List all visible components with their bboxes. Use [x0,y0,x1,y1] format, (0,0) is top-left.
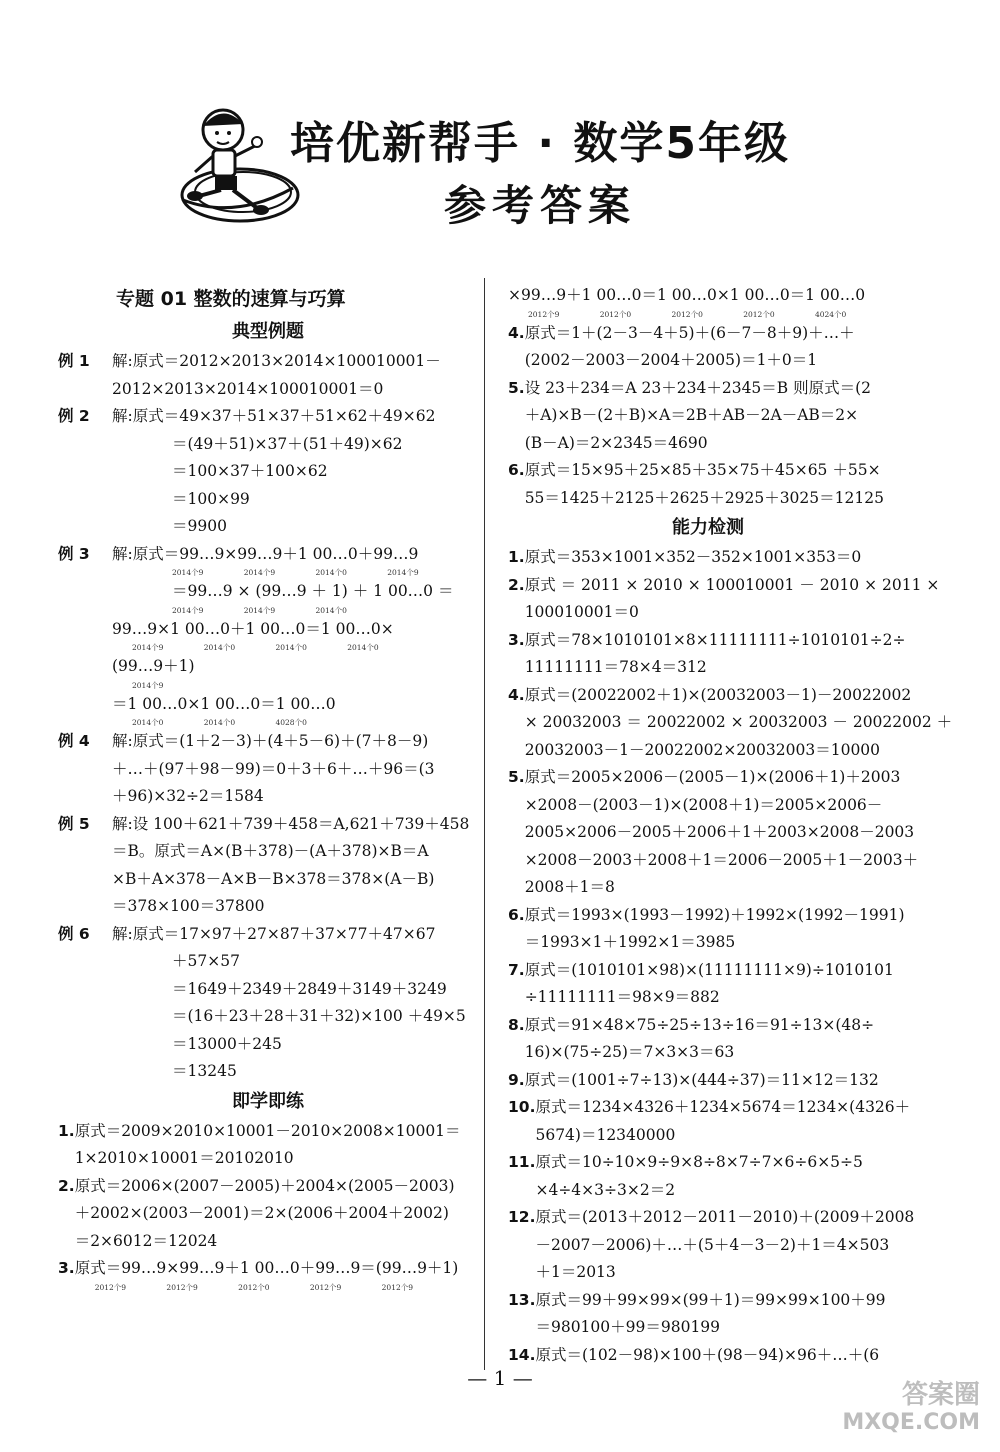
text-line: 原式＝1993×(1993－1992)＋1992×(1992－1991) [524,905,905,924]
item-number: 1. [58,1121,75,1140]
text-line: ＝99…9 × (99…9 ＋ 1) ＋ 1 00…0 ＝ [172,582,454,600]
text-line: 20032003－1－20022002×20032003＝10000 [524,740,881,759]
text-line: ×99…9＋1 00…0＝1 00…0×1 00…0＝1 00…0 [508,286,866,304]
text-line: ＝(49＋51)×37＋(51＋49)×62 [172,434,403,453]
practice-item [508,375,908,458]
item-number: 4. [508,685,525,704]
item-number: 5. [508,378,525,397]
item-number: 2. [508,575,525,594]
digit-count-note: 2012个9 2012个0 2012个0 2012个0 4024个0 [528,309,847,319]
text-line: 1×2010×10001＝20102010 [74,1149,294,1167]
page-number: — 1 — [467,1366,533,1390]
item-number: 14. [508,1345,536,1364]
item-number: 5. [508,768,525,786]
digit-count-note: 2012个9 2012个9 2012个0 2012个9 2012个9 [94,1282,414,1292]
ability-item [508,957,908,1012]
text-line: ＝100×37＋100×62 [172,462,328,480]
text-line: × 20032003 ＝ 20022002 × 20032003 － 20022002 ＋ [524,713,953,731]
text-line: 原式＝2006×(2007－2005)＋2004×(2005－2003) [74,1176,455,1195]
text-line: ＝13000＋245 [172,1034,282,1053]
text-line: ＋1＝2013 [535,1263,616,1281]
text-line: 解:原式＝(1＋2－3)＋(4＋5－6)＋(7＋8－9) [112,732,429,750]
text-line: 2012×2013×2014×100010001＝0 [112,379,384,398]
text-line: ＝378×100＝37800 [112,897,265,915]
ability-item [508,627,908,682]
example-item [58,348,478,403]
example-item [58,541,478,729]
digit-count-note: 2014个9 2014个0 2014个0 2014个0 [132,643,379,652]
text-line: 原式＝91×48×75÷25÷13÷16＝91÷13×(48÷ [524,1015,875,1034]
text-line: ＝13245 [172,1062,237,1080]
text-line: 11111111＝78×4＝312 [524,658,707,676]
text-line: 原式＝(1010101×98)×(11111111×9)÷1010101 [524,960,894,979]
text-line: 99…9×1 00…0＋1 00…0＝1 00…0× [112,619,394,638]
watermark-url: MXQE.COM [842,1410,980,1435]
example-item [58,811,478,921]
text-line: (2002－2003－2004＋2005)＝1＋0＝1 [524,351,818,369]
section-ability-test: 能力检测 [672,517,744,538]
text-line: 原式＝1＋(2－3－4＋5)＋(6－7－8＋9)＋…＋ [524,323,855,342]
text-line: ＋57×57 [172,952,240,970]
item-number: 13. [508,1290,536,1309]
text-line: ×4÷4×3÷3×2＝2 [535,1180,676,1199]
text-line: 5674)＝12340000 [535,1125,676,1144]
item-number: 10. [508,1098,536,1116]
ability-item [508,1012,908,1067]
item-number: 7. [508,960,525,979]
example-label: 例 5 [58,814,90,833]
text-line: ×B＋A×378－A×B－B×378＝378×(A－B) [112,869,435,888]
text-line: 解:原式＝99…9×99…9＋1 00…0＋99…9 [112,544,419,563]
text-line: 解:原式＝17×97＋27×87＋37×77＋47×67 [112,924,436,943]
answer-title: 参考答案 [443,181,636,230]
text-line: 原式＝78×1010101×8×11111111÷1010101÷2÷ [524,630,906,649]
section-typical-examples: 典型例题 [232,321,304,342]
text-line: ＋A)×B－(2＋B)×A＝2B＋AB－2A－AB＝2× [524,406,859,424]
text-line: 原式＝1234×4326＋1234×5674＝1234×(4326＋ [535,1098,911,1116]
practice-item [58,1173,478,1256]
page-header [0,95,1000,245]
item-number: 1. [508,548,525,566]
example-label: 例 6 [58,924,90,943]
item-number: 3. [508,630,525,649]
item-number: 2. [58,1176,75,1195]
text-line: －2007－2006)＋…＋(5＋4－3－2)＋1＝4×503 [535,1235,890,1254]
example-label: 例 3 [58,544,90,563]
text-line: 原式＝(102－98)×100＋(98－94)×96＋…＋(6 [535,1345,880,1364]
item-number: 12. [508,1208,536,1226]
text-line: 原式＝2005×2006－(2005－1)×(2006＋1)＋2003 [524,768,901,786]
example-label: 例 4 [58,732,90,750]
text-line: 原式＝(1001÷7÷13)×(444÷37)＝11×12＝132 [524,1070,879,1089]
text-line: ＝9900 [172,517,227,535]
example-item [58,403,478,541]
text-line: 原式＝99＋99×99×(99＋1)＝99×99×100＋99 [535,1290,886,1309]
text-line: ＝B。原式＝A×(B＋378)－(A＋378)×B＝A [112,842,429,860]
text-line: ＝100×99 [172,489,250,508]
text-line: ＋2002×(2003－2001)＝2×(2006＋2004＋2002) [74,1204,449,1222]
example-item [58,921,478,1086]
text-line: (B－A)＝2×2345＝4690 [524,433,708,452]
text-line: ＝1993×1＋1992×1＝3985 [524,933,736,951]
watermark-text: 答案圈 [901,1380,980,1410]
text-line: 16)×(75÷25)＝7×3×3＝63 [524,1043,735,1061]
example-label: 例 1 [58,352,90,370]
text-line: ×2008－(2003－1)×(2008＋1)＝2005×2006－ [524,795,883,814]
item-number: 6. [508,905,525,924]
item-number: 6. [508,461,525,479]
ability-item [508,1067,908,1095]
ability-item [508,1149,908,1204]
text-line: 2008＋1＝8 [524,878,615,896]
digit-count-note: 2014个0 2014个0 4028个0 [132,718,307,727]
text-line: 原式＝353×1001×352－352×1001×353＝0 [524,548,862,566]
ability-item [508,1204,915,1287]
text-line: 55＝1425＋2125＋2625＋2925＋3025＝12125 [524,488,884,507]
text-line: ＝2×6012＝12024 [74,1231,218,1250]
right-column [508,282,953,1369]
digit-count-note: 2014个9 [132,680,164,690]
left-column [58,282,478,1293]
text-line: ＝980100＋99＝980199 [535,1318,721,1336]
text-line: 解:原式＝49×37＋51×37＋51×62＋49×62 [112,407,436,425]
text-line: 原式＝10÷10×9÷9×8÷8×7÷7×6÷6×5÷5 [535,1153,863,1171]
text-line: 原式＝99…9×99…9＋1 00…0＋99…9＝(99…9＋1) [74,1259,459,1277]
practice-item [58,1118,478,1173]
text-line: 解:原式＝2012×2013×2014×100010001－ [112,352,441,370]
text-line: 原式＝15×95＋25×85＋35×75＋45×65 ＋55× [524,461,881,479]
text-line: ÷11111111＝98×9＝882 [524,988,720,1006]
ability-item [508,902,908,957]
text-line: 原式 ＝ 2011 × 2010 × 100010001 － 2010 × 2011 × [524,575,940,594]
text-line: ＝1649＋2349＋2849＋3149＋3249 [172,979,447,998]
text-line: ×2008－2003＋2008＋1＝2006－2005＋1－2003＋ [524,850,919,869]
column-divider [484,278,485,1370]
item-number: 11. [508,1153,536,1171]
book-title: 培优新帮手 · 数学5年级 [290,118,790,169]
ability-item [508,682,953,765]
section-practice: 即学即练 [232,1090,304,1112]
digit-count-note: 2014个9 2014个9 2014个0 [172,605,347,615]
ability-item [508,1342,908,1370]
text-line: 100010001＝0 [524,603,639,621]
ability-item [508,764,919,902]
text-line: ＋96)×32÷2＝1584 [112,787,264,805]
text-line: 2005×2006－2005＋2006＋1＋2003×2008－2003 [524,823,915,841]
text-line: 设 23＋234＝A 23＋234＋2345＝B 则原式＝(2 [524,378,872,397]
practice-item [508,457,908,512]
text-line: 原式＝(2013＋2012－2011－2010)＋(2009＋2008 [535,1208,915,1226]
ability-item [508,572,940,627]
practice-item [508,320,908,375]
item-number: 8. [508,1015,525,1034]
ability-item [508,544,908,572]
text-line: ＝(16＋23＋28＋31＋32)×100 ＋49×5 [172,1007,466,1025]
item-number: 4. [508,323,525,342]
watermark [830,1380,980,1436]
text-line: 原式＝2009×2010×10001－2010×2008×10001＝ [74,1121,461,1140]
practice-item [58,1255,478,1293]
item-number: 9. [508,1070,525,1089]
item-number: 3. [58,1259,75,1277]
topic-heading: 专题 01 整数的速算与巧算 [116,288,346,310]
text-line: 原式＝(20022002＋1)×(20032003－1)－20022002 [524,685,912,704]
ability-item [508,1287,908,1342]
text-line: 解:设 100＋621＋739＋458＝A,621＋739＋458 [112,814,470,833]
example-item [58,728,478,811]
text-line: ＝1 00…0×1 00…0＝1 00…0 [112,694,336,713]
example-label: 例 2 [58,407,90,425]
ability-item [508,1094,911,1149]
text-line: ＋…＋(97＋98－99)＝0＋3＋6＋…＋96＝(3 [112,759,435,778]
text-line: (99…9＋1) [112,657,195,675]
digit-count-note: 2014个9 2014个9 2014个0 2014个9 [172,568,419,577]
